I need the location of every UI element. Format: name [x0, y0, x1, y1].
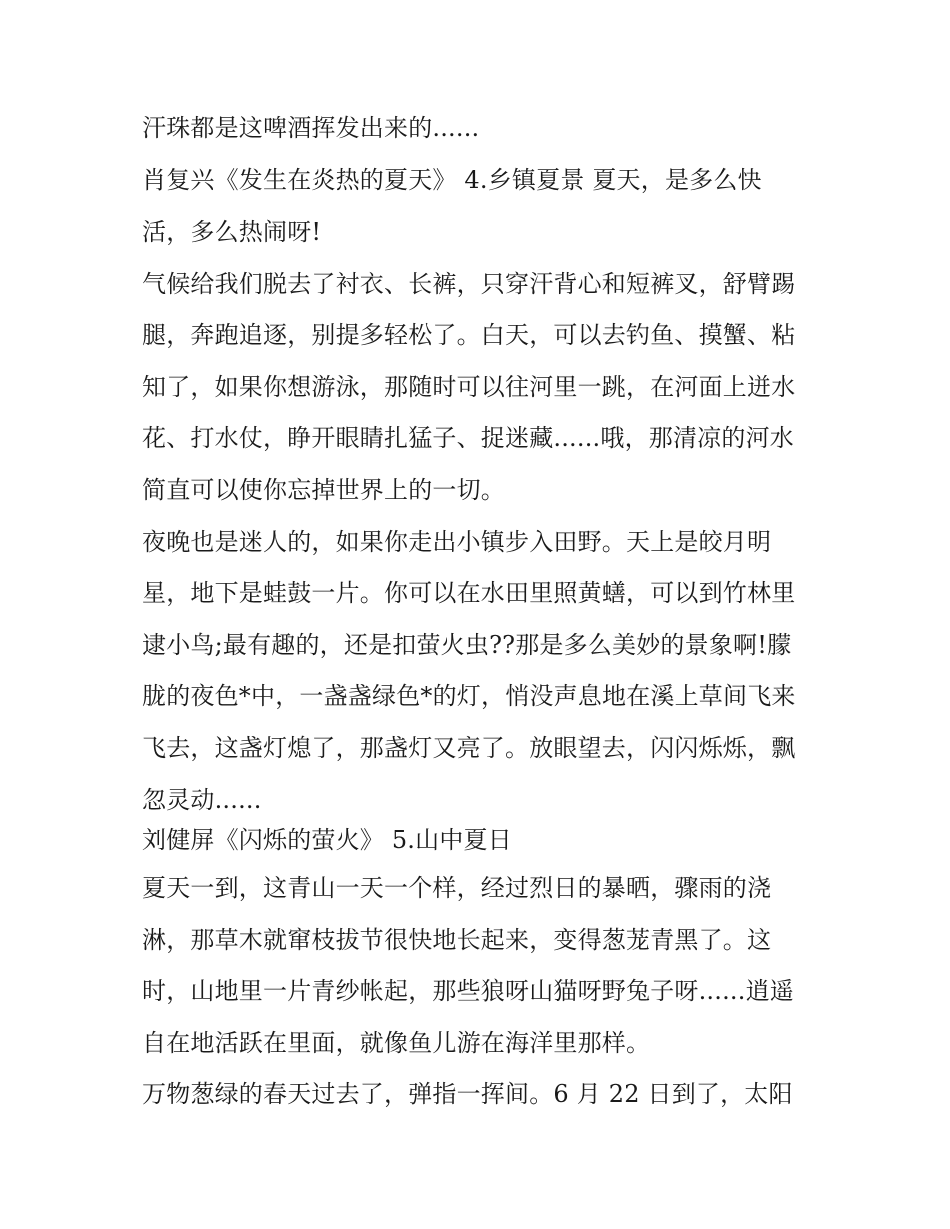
text-line: 腿，奔跑追逐，别提多轻松了。白天，可以去钓鱼、摸蟹、粘 [142, 321, 796, 349]
text-line: 胧的夜色*中，一盏盏绿色*的灯，悄没声息地在溪上草间飞来 [142, 682, 796, 710]
text-line: 汗珠都是这啤酒挥发出来的...... [142, 114, 480, 142]
text-line: 忽灵动...... [142, 786, 262, 814]
text-line: 刘健屏《闪烁的萤火》 5.山中夏日 [142, 826, 512, 854]
text-line: 花、打水仗，睁开眼睛扎猛子、捉迷藏......哦，那清凉的河水 [142, 424, 794, 452]
text-line: 夏天一到，这青山一天一个样，经过烈日的暴晒，骤雨的浇 [142, 874, 772, 902]
text-line: 气候给我们脱去了衬衣、长裤，只穿汗背心和短裤叉，舒臂踢 [142, 270, 796, 298]
text-line: 万物葱绿的春天过去了，弹指一挥间。6 月 22 日到了，太阳 [142, 1080, 793, 1108]
text-line: 星，地下是蛙鼓一片。你可以在水田里照黄蟮，可以到竹林里 [142, 579, 796, 607]
text-line: 逮小鸟;最有趣的，还是扣萤火虫??那是多么美妙的景象啊!朦 [142, 631, 792, 659]
text-line: 飞去，这盏灯熄了，那盏灯又亮了。放眼望去，闪闪烁烁，飘 [142, 734, 796, 762]
text-line: 知了，如果你想游泳，那随时可以往河里一跳，在河面上迸水 [142, 373, 796, 401]
text-line: 活，多么热闹呀! [142, 218, 322, 246]
text-line: 简直可以使你忘掉世界上的一切。 [142, 476, 505, 504]
text-line: 夜晚也是迷人的，如果你走出小镇步入田野。天上是皎月明 [142, 528, 772, 556]
text-line: 时，山地里一片青纱帐起，那些狼呀山猫呀野兔子呀......逍遥 [142, 977, 794, 1005]
text-line: 淋，那草木就窜枝拔节很快地长起来，变得葱茏青黑了。这 [142, 926, 772, 954]
text-line: 肖复兴《发生在炎热的夏天》 4.乡镇夏景 夏天，是多么快 [142, 166, 762, 194]
text-line: 自在地活跃在里面，就像鱼儿游在海洋里那样。 [142, 1029, 651, 1057]
